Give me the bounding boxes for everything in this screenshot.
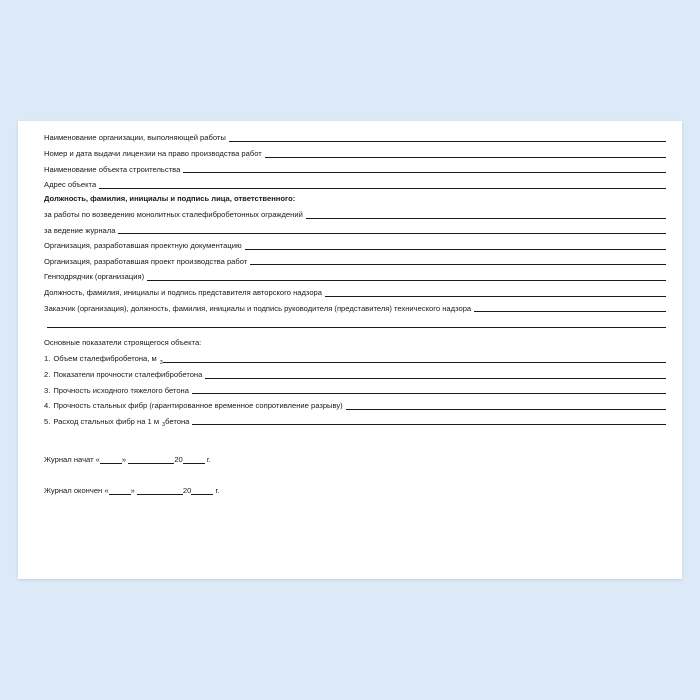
indicator-row [44, 401, 666, 410]
journal-end-prefix: Журнал окончен « [44, 486, 109, 496]
fill-in-rule[interactable] [163, 354, 666, 363]
fill-in-rule[interactable] [229, 133, 666, 142]
indicator-number: 4. [44, 401, 51, 411]
fill-in-rule[interactable] [346, 401, 666, 410]
indicator-row [44, 385, 666, 394]
fill-in-rule[interactable] [306, 210, 666, 219]
journal-end-end: г. [213, 486, 220, 496]
form-field-row [44, 133, 666, 142]
year-blank[interactable] [191, 487, 213, 495]
fill-in-rule[interactable] [245, 241, 666, 250]
form-field-row [44, 149, 666, 158]
field-label: Организация, разработавшая проектную документацию [44, 241, 242, 251]
form-field-row [44, 225, 666, 234]
field-label: Наименование организации, выполняющей работы [44, 133, 226, 143]
day-blank[interactable] [100, 456, 122, 464]
field-label: за работы по возведению монолитных сталефибробетонных ограждений [44, 209, 303, 219]
document-sheet [18, 121, 682, 579]
day-blank[interactable] [109, 487, 131, 495]
field-label: Должность, фамилия, инициалы и подпись лица, ответственного: [44, 194, 296, 204]
journal-end-suffix: 20 [182, 486, 192, 496]
month-blank[interactable] [128, 456, 174, 464]
fill-in-rule[interactable] [183, 164, 666, 173]
fill-in-rule[interactable] [250, 256, 666, 265]
journal-end-mid: » [130, 486, 137, 496]
year-blank[interactable] [183, 456, 205, 464]
indicator-number: 1. [44, 354, 51, 364]
field-label: Заказчик (организация), должность, фамилия, инициалы и подпись руководителя (представителя) технического надзора [44, 303, 472, 313]
fill-in-rule[interactable] [99, 180, 666, 189]
month-blank[interactable] [137, 487, 183, 495]
indicator-label: Прочность исходного тяжелого бетона [53, 385, 189, 395]
form-field-row [44, 241, 666, 250]
indicator-number: 2. [44, 369, 51, 379]
form-field-row-continuation [44, 319, 666, 328]
field-label: Адрес объекта [44, 180, 97, 190]
field-label: Номер и дата выдачи лицензии на право производства работ [44, 149, 262, 158]
form-field-row [44, 180, 666, 189]
form-field-row [44, 164, 666, 173]
section-title: Основные показатели строящегося объекта: [44, 338, 202, 348]
indicator-label: Показатели прочности сталефибробетона [53, 369, 203, 379]
indicator-number: 5. [44, 416, 51, 426]
fill-in-rule[interactable] [325, 288, 666, 297]
journal-start-mid: » [121, 455, 129, 465]
form-field-row [44, 256, 666, 265]
fill-in-rule[interactable] [147, 272, 666, 281]
fill-in-rule[interactable] [265, 149, 666, 158]
fill-in-rule[interactable] [192, 416, 666, 425]
fill-in-rule[interactable] [118, 225, 666, 234]
indicator-label: Прочность стальных фибр (гарантированное временное сопротивление разрыву) [53, 401, 343, 411]
field-label: за ведение журнала [44, 225, 116, 235]
indicator-row: 1. Объем сталефибробетона, м 3 [44, 354, 666, 363]
document-body [44, 133, 666, 517]
form-field-row [44, 210, 666, 219]
indicator-row: 5. Расход стальных фибр на 1 м 3 бетона [44, 416, 666, 425]
journal-dates [44, 455, 666, 495]
journal-start-suffix: 20 [174, 455, 183, 465]
fill-in-rule[interactable] [474, 303, 666, 312]
responsible-person-heading [44, 195, 666, 203]
journal-start-prefix: Журнал начат « [44, 455, 100, 465]
field-label: Наименование объекта строительства [44, 164, 181, 174]
indicator-label: Расход стальных фибр на 1 м [53, 416, 160, 426]
form-field-row [44, 272, 666, 281]
journal-start-end: г. [204, 455, 211, 465]
journal-start-line [44, 455, 666, 464]
field-label: Организация, разработавшая проект производства работ [44, 256, 248, 266]
indicator-label: Объем сталефибробетона, м [53, 354, 157, 364]
journal-end-line [44, 486, 666, 495]
fill-in-rule[interactable] [47, 319, 666, 328]
indicator-label-suffix: бетона [165, 416, 190, 426]
fill-in-rule[interactable] [192, 385, 666, 394]
fill-in-rule[interactable] [205, 370, 666, 379]
field-label: Генподрядчик (организация) [44, 272, 145, 282]
indicator-row [44, 370, 666, 379]
form-field-row [44, 288, 666, 297]
form-field-row [44, 303, 666, 312]
indicator-number: 3. [44, 385, 51, 395]
field-label: Должность, фамилия, инициалы и подпись представителя авторского надзора [44, 287, 322, 297]
